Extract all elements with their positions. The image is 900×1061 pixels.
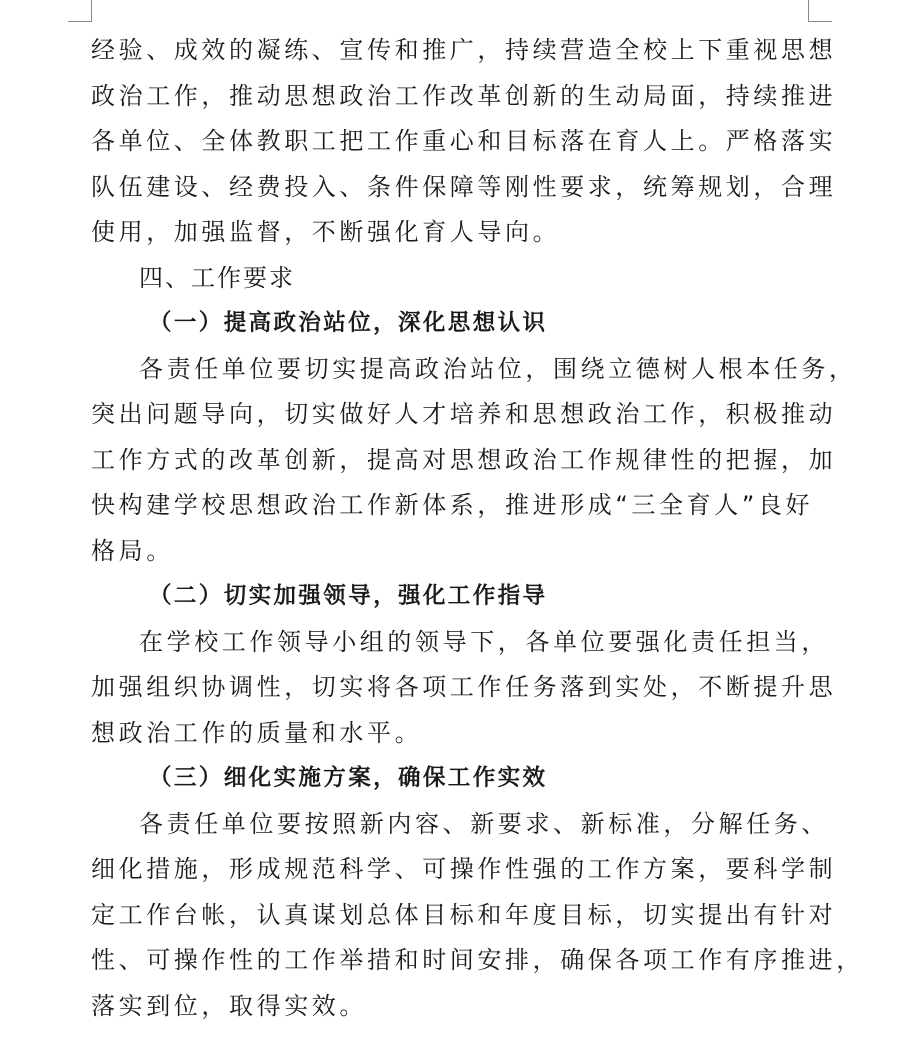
document-body [91,28,864,1029]
subsection [91,301,857,574]
text-line: 政治工作，推动思想政治工作改革创新的生动局面，持续推进 [91,81,837,110]
crop-mark-top-right [808,21,832,22]
text-line: 工作方式的改革创新，提高对思想政治工作规律性的把握，加 [91,445,837,474]
text-line: 使用，加强监督，不断强化育人导向。 [91,218,561,246]
section-heading: 四、工作要求 [139,263,295,292]
subsection [91,756,864,1029]
text-line: 性、可操作性的工作举措和时间安排，确保各项工作有序推进， [91,946,864,974]
crop-mark-top-left [91,0,92,22]
text-line: 想政治工作的质量和水平。 [91,718,423,747]
text-line: 格局。 [91,536,174,565]
text-line: 定工作台帐，认真谋划总体目标和年度目标，切实提出有针对 [91,900,837,929]
text-line: 各责任单位要按照新内容、新要求、新标准，分解任务、 [139,809,829,838]
subsection-title: （三）细化实施方案，确保工作实效 [149,765,548,791]
text-line: 在学校工作领导小组的领导下，各单位要强化责任担当， [139,627,829,656]
subsection [91,574,837,756]
text-line: 队伍建设、经费投入、条件保障等刚性要求，统筹规划，合理 [91,172,837,201]
subsection-title: （一）提高政治站位，深化思想认识 [149,310,548,336]
text-line: 细化措施，形成规范科学、可操作性强的工作方案，要科学制 [91,855,837,883]
text-line: 经验、成效的凝练、宣传和推广，持续营造全校上下重视思想 [91,36,837,64]
text-line: 突出问题导向，切实做好人才培养和思想政治工作，积极推动 [91,400,837,428]
crop-mark-top-left [68,21,92,22]
crop-mark-top-right [808,0,809,22]
text-line: 快构建学校思想政治工作新体系，推进形成“三全育人”良好 [91,491,814,519]
text-line: 各单位、全体教职工把工作重心和目标落在育人上。严格落实 [91,127,837,155]
paragraph-intro [91,28,837,256]
text-line: 落实到位，取得实效。 [91,991,367,1020]
text-line: 各责任单位要切实提高政治站位，围绕立德树人根本任务， [139,354,857,383]
subsection-title: （二）切实加强领导，强化工作指导 [149,583,548,609]
text-line: 加强组织协调性，切实将各项工作任务落到实处，不断提升思 [91,673,837,701]
